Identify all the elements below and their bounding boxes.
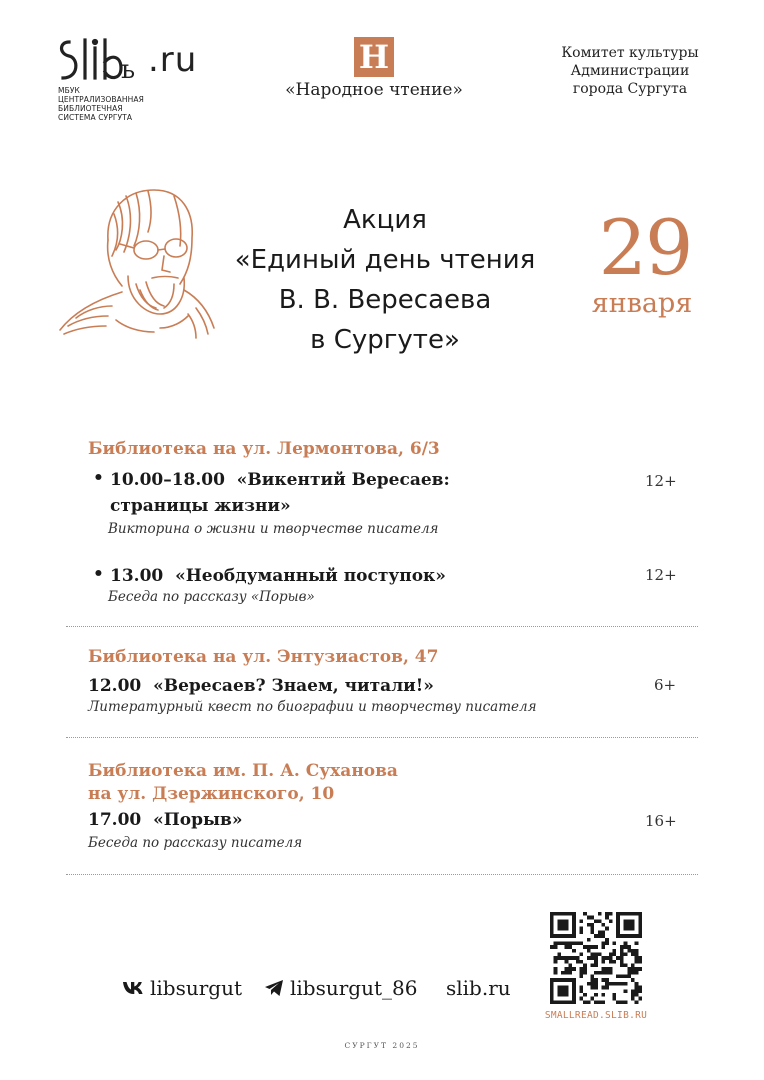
divider <box>66 737 698 738</box>
event-title-line: 10.00–18.00 «Викентий Вересаев: <box>110 470 450 490</box>
event-description: Беседа по рассказу «Порыв» <box>108 589 315 605</box>
event-description: Викторина о жизни и творчестве писателя <box>108 521 439 537</box>
event-title-line: 13.00 «Необдуманный поступок» <box>110 566 446 586</box>
telegram-icon <box>264 979 284 997</box>
committee-name: Комитет культуры Администрации города Сургута <box>561 45 699 97</box>
bullet: • <box>93 468 104 488</box>
vk-icon <box>122 981 144 995</box>
event-title-line: 17.00 «Порыв» <box>88 810 243 830</box>
project-name: «Народное чтение» <box>285 80 463 100</box>
event-description: Беседа по рассказу писателя <box>88 835 303 851</box>
event-date-day: 29 <box>598 203 692 292</box>
website-link[interactable] <box>446 976 511 1000</box>
venue-name: Библиотека на ул. Энтузиастов, 47 <box>88 647 439 667</box>
age-rating-badge: 12+ <box>645 566 677 584</box>
project-logo-icon: Н <box>354 37 394 77</box>
vk-link[interactable] <box>122 976 242 1000</box>
age-rating-badge: 6+ <box>654 676 677 694</box>
city-year: СУРГУТ 2025 <box>344 1041 420 1050</box>
svg-text:ь: ь <box>121 55 135 82</box>
qr-label[interactable]: SMALLREAD.SLIB.RU <box>544 1010 648 1021</box>
veresaev-portrait-icon <box>56 180 216 340</box>
logo-subtitle: МБУК ЦЕНТРАЛИЗОВАННАЯ БИБЛИОТЕЧНАЯ СИСТЕМА СУРГУТА <box>58 86 144 122</box>
event-description: Литературный квест по биографии и творчеству писателя <box>88 699 537 715</box>
telegram-label: libsurgut_86 <box>290 976 418 1000</box>
event-title: Акция «Единый день чтения В. В. Вересаева в Сургуте» <box>234 205 536 355</box>
age-rating-badge: 12+ <box>645 472 677 490</box>
divider <box>66 874 698 875</box>
bullet: • <box>93 564 104 584</box>
website-label: slib.ru <box>446 976 511 1000</box>
qr-code-icon <box>550 912 642 1004</box>
divider <box>66 626 698 627</box>
venue-name: на ул. Дзержинского, 10 <box>88 784 335 804</box>
logo-domain: .ru <box>148 40 198 80</box>
vk-label: libsurgut <box>150 976 243 1000</box>
event-date-month: января <box>591 288 693 319</box>
slib-logo-icon <box>55 38 143 82</box>
telegram-link[interactable] <box>264 976 417 1000</box>
event-title-line: 12.00 «Вересаев? Знаем, читали!» <box>88 676 434 696</box>
age-rating-badge: 16+ <box>645 812 677 830</box>
venue-name: Библиотека на ул. Лермонтова, 6/3 <box>88 439 440 459</box>
venue-name: Библиотека им. П. А. Суханова <box>88 761 398 781</box>
event-title-line: страницы жизни» <box>110 496 291 516</box>
